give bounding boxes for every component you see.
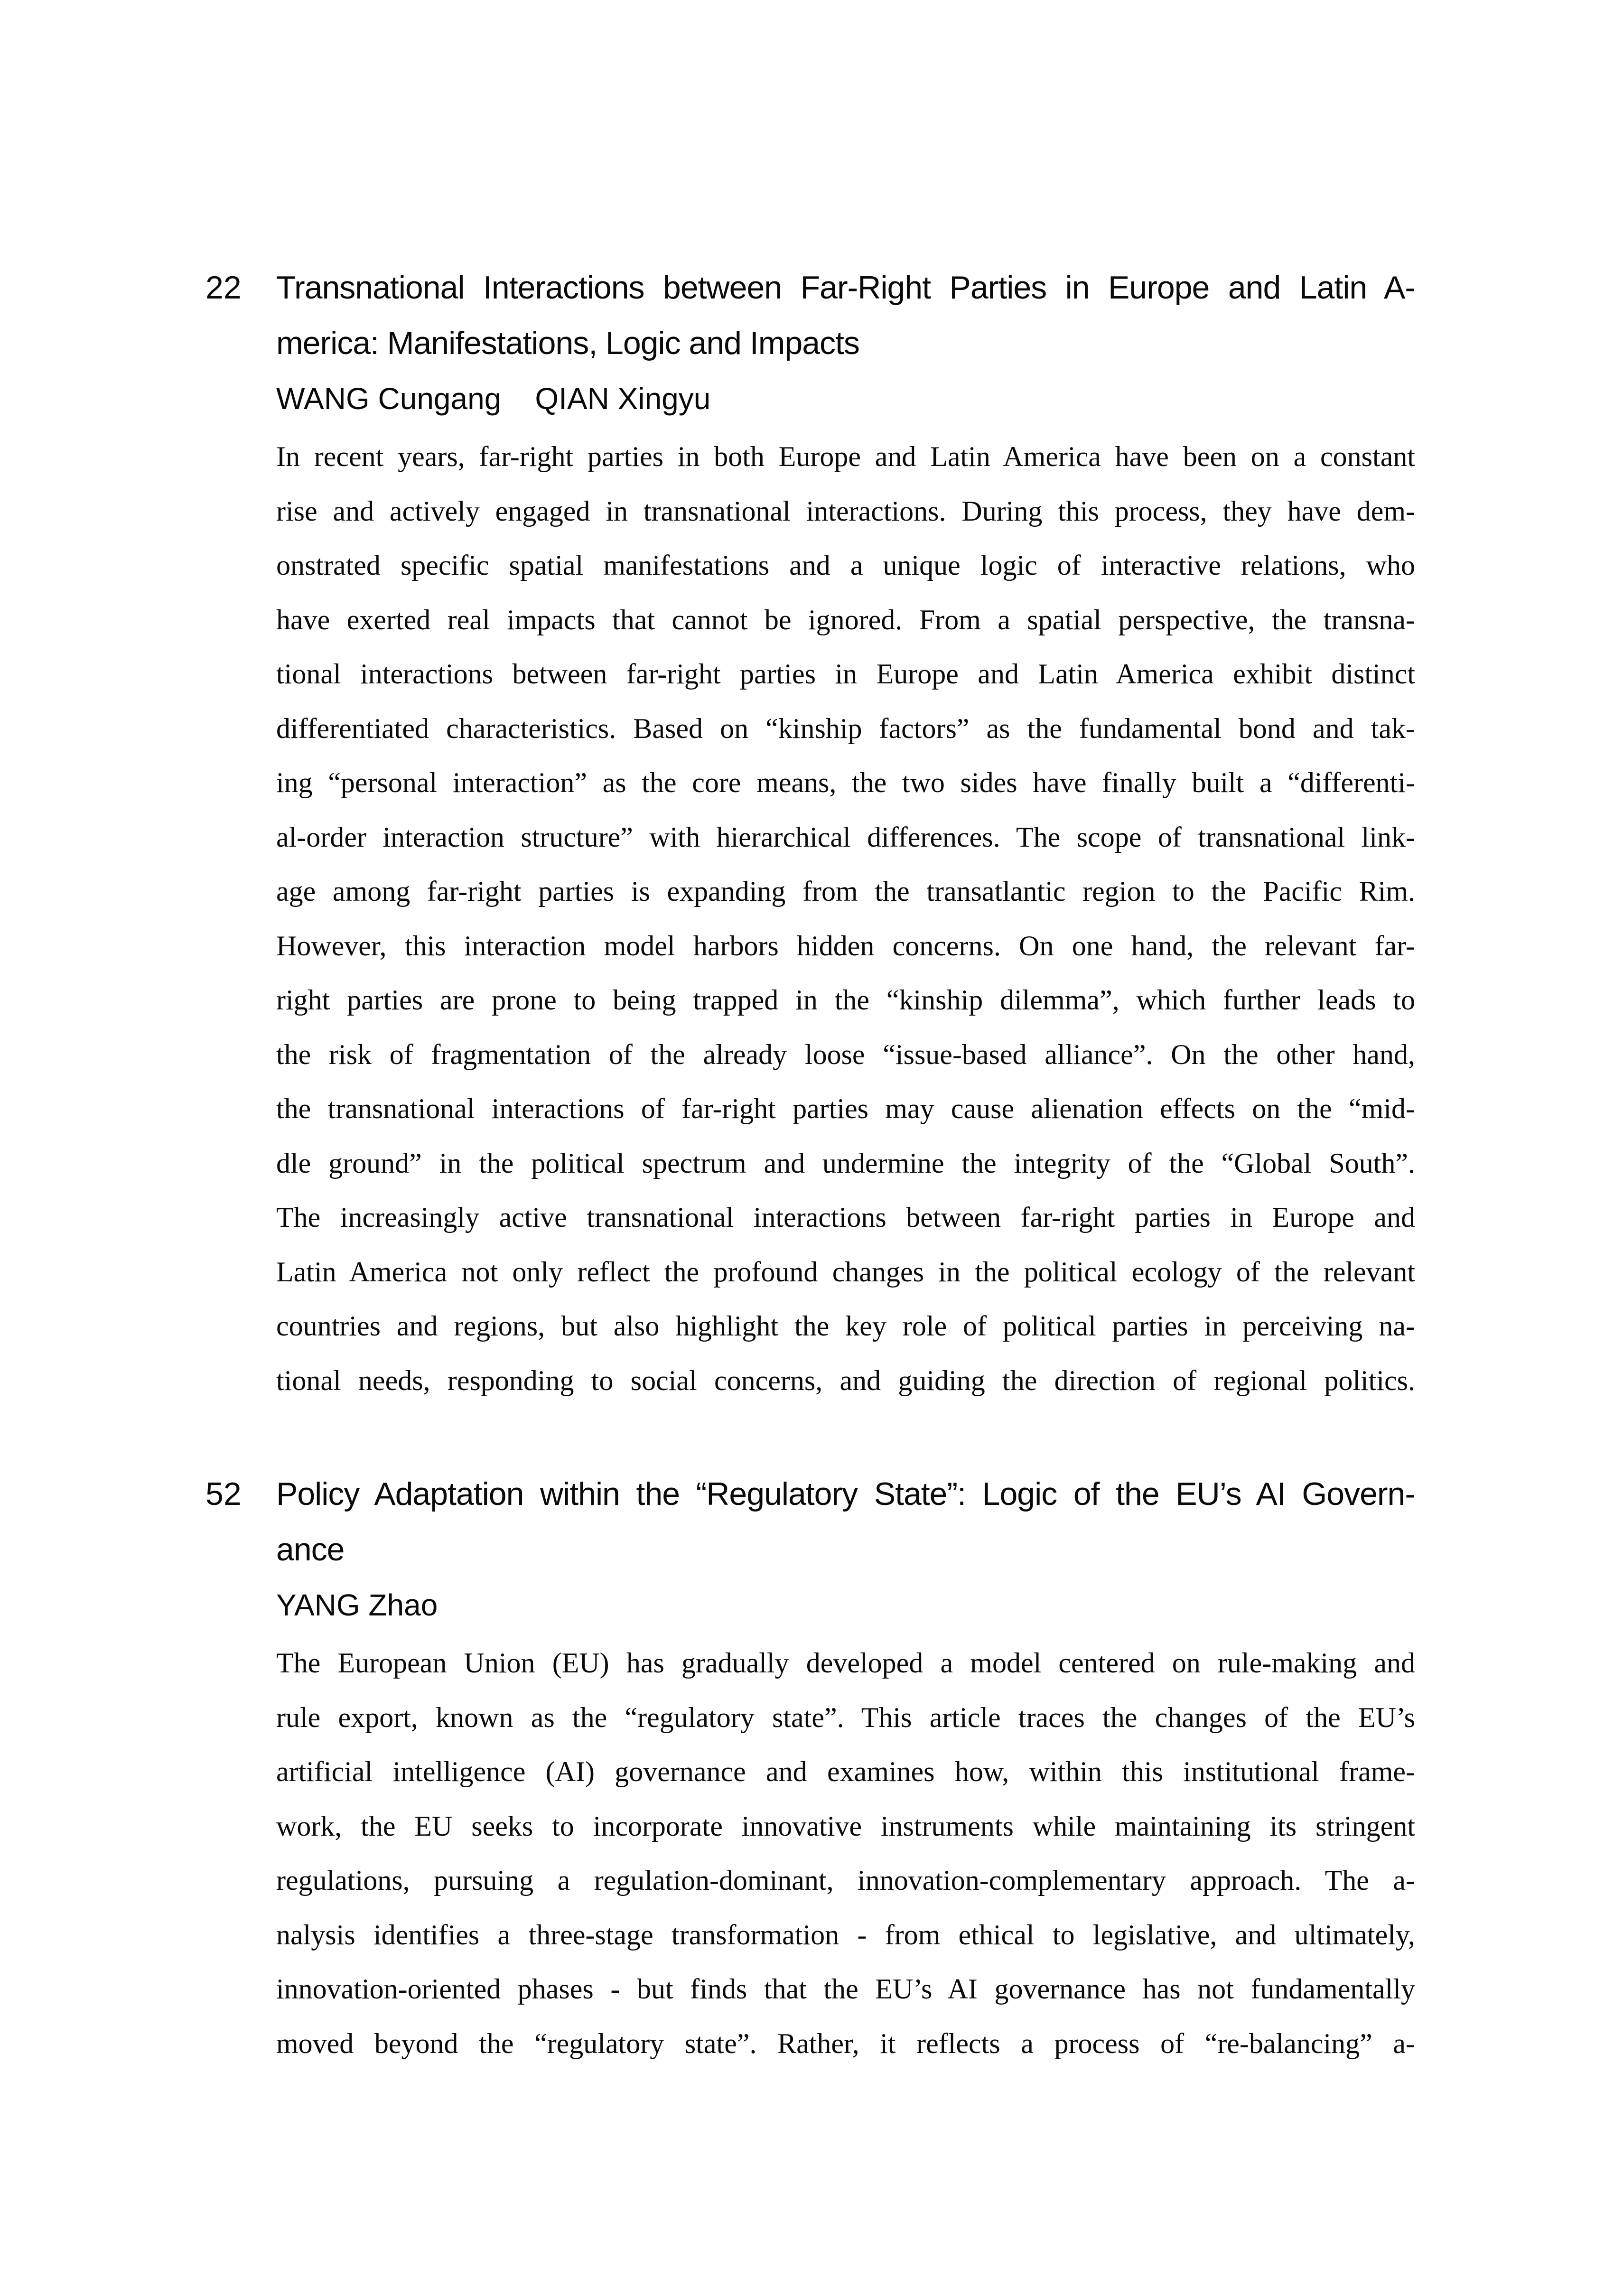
article-title-line: merica: Manifestations, Logic and Impacts — [276, 325, 859, 361]
abstract-line: artificial intelligence (AI) governance and examines how, within this institutional frame- — [276, 1756, 1415, 1787]
article-title-line: Transnational Interactions between Far-Right Parties in Europe and Latin A- — [276, 270, 1415, 306]
abstract-line: regulations, pursuing a regulation-dominant, innovation-complementary approach. The a- — [276, 1865, 1415, 1896]
abstract-line: right parties are prone to being trapped in the “kinship dilemma”, which further leads to — [276, 984, 1415, 1016]
abstract-line: al-order interaction structure” with hierarchical differences. The scope of transnational link- — [276, 821, 1415, 853]
article-authors: WANG Cungang QIAN Xingyu — [276, 382, 711, 416]
abstract-line: rule export, known as the “regulatory state”. This article traces the changes of the EU’s — [276, 1701, 1415, 1733]
abstract-line: In recent years, far-right parties in both Europe and Latin America have been on a constant — [276, 441, 1415, 472]
abstract-line: work, the EU seeks to incorporate innovative instruments while maintaining its stringent — [276, 1810, 1415, 1842]
page-number: 22 — [205, 270, 242, 306]
abstract-line: Latin America not only reflect the profound changes in the political ecology of the relevant — [276, 1256, 1415, 1288]
abstract-line: have exerted real impacts that cannot be ignored. From a spatial perspective, the transna- — [276, 604, 1415, 635]
abstract-line: tional interactions between far-right parties in Europe and Latin America exhibit distinct — [276, 658, 1415, 690]
abstract-line: However, this interaction model harbors hidden concerns. On one hand, the relevant far- — [276, 930, 1415, 961]
abstract-line: moved beyond the “regulatory state”. Rather, it reflects a process of “re-balancing” a- — [276, 2027, 1415, 2059]
abstract-line: ing “personal interaction” as the core means, the two sides have finally built a “differenti- — [276, 767, 1415, 798]
abstract-line: nalysis identifies a three-stage transformation - from ethical to legislative, and ultimately, — [276, 1919, 1415, 1951]
abstract-line: The European Union (EU) has gradually developed a model centered on rule-making and — [276, 1647, 1415, 1679]
abstract-line: rise and actively engaged in transnational interactions. During this process, they have dem- — [276, 495, 1415, 527]
abstract-line: tional needs, responding to social concerns, and guiding the direction of regional politics. — [276, 1364, 1415, 1396]
article-title-line: ance — [276, 1531, 345, 1568]
abstract-line: onstrated specific spatial manifestations and a unique logic of interactive relations, who — [276, 550, 1415, 581]
article-title-line: Policy Adaptation within the “Regulatory State”: Logic of the EU’s AI Govern- — [276, 1476, 1415, 1512]
abstract-line: age among far-right parties is expanding from the transatlantic region to the Pacific Rim. — [276, 876, 1415, 907]
page-number: 52 — [205, 1476, 242, 1512]
abstract-line: differentiated characteristics. Based on “kinship factors” as the fundamental bond and tak- — [276, 712, 1415, 744]
abstract-line: innovation-oriented phases - but finds that the EU’s AI governance has not fundamentally — [276, 1973, 1415, 2005]
abstract-line: the transnational interactions of far-right parties may cause alienation effects on the “mid- — [276, 1093, 1415, 1124]
abstract-line: countries and regions, but also highlight the key role of political parties in perceiving na- — [276, 1310, 1415, 1342]
abstract-line: the risk of fragmentation of the already loose “issue-based alliance”. On the other hand, — [276, 1038, 1415, 1070]
abstract-line: dle ground” in the political spectrum and undermine the integrity of the “Global South”. — [276, 1147, 1415, 1179]
article-authors: YANG Zhao — [276, 1588, 438, 1622]
abstract-line: The increasingly active transnational interactions between far-right parties in Europe and — [276, 1202, 1415, 1233]
